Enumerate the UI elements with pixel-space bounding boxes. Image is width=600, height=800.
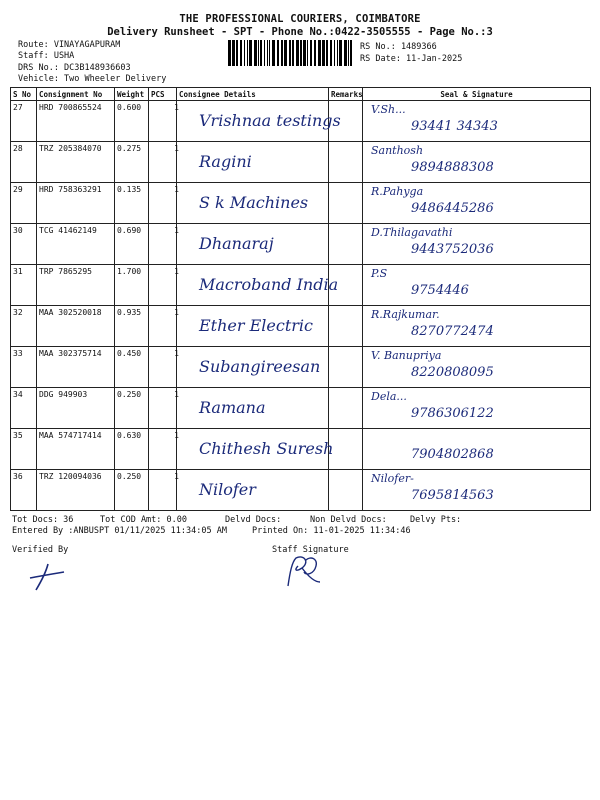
receiver-signature: Nilofer- [371, 472, 414, 485]
cell-seal-signature [363, 306, 591, 347]
cell-pcs: 1 [149, 183, 177, 224]
consignee-handwriting: Nilofer [199, 480, 256, 499]
cell-consignee [177, 306, 329, 347]
runsheet-table [10, 87, 591, 511]
table-row [11, 347, 591, 388]
cell-consignment-no: TCG 41462149 [37, 224, 115, 265]
cell-consignment-no: MAA 574717414 [37, 429, 115, 470]
cell-pcs: 1 [149, 101, 177, 142]
delivery-points: Delvy Pts: [410, 515, 462, 525]
cell-seal-signature [363, 101, 591, 142]
route-label: Route: VINAYAGAPURAM [18, 40, 121, 50]
cell-sno: 27 [11, 101, 37, 142]
receiver-signature: Santhosh [371, 144, 424, 157]
table-row [11, 429, 591, 470]
cell-pcs: 1 [149, 429, 177, 470]
receiver-signature: V.Sh... [371, 103, 406, 116]
col-pcs: PCS [149, 88, 177, 101]
cell-consignee [177, 429, 334, 470]
consignee-handwriting: Vrishnaa testings [199, 111, 341, 130]
consignee-handwriting: Ramana [199, 398, 266, 417]
receiver-phone: 9786306122 [411, 406, 494, 421]
entered-by: Entered By :ANBUSPT 01/11/2025 11:34:05 AM [12, 526, 227, 536]
consignee-handwriting: Macroband India [199, 275, 339, 294]
cell-consignee [177, 470, 329, 511]
cell-remarks [329, 347, 363, 388]
cell-consignee [177, 183, 329, 224]
col-seal-signature: Seal & Signature [363, 88, 591, 101]
cell-pcs: 1 [149, 224, 177, 265]
cell-weight: 0.600 [115, 101, 149, 142]
cell-consignment-no: DDG 949903 [37, 388, 115, 429]
verifier-signature-icon [26, 560, 70, 592]
table-row [11, 306, 591, 347]
receiver-phone: 9486445286 [411, 201, 494, 216]
rs-date: RS Date: 11-Jan-2025 [360, 54, 463, 64]
cell-sno: 28 [11, 142, 37, 183]
cell-consignment-no: HRD 758363291 [37, 183, 115, 224]
consignee-handwriting: Ragini [199, 152, 252, 171]
non-delivered-docs: Non Delvd Docs: [310, 515, 387, 525]
barcode-icon [228, 40, 353, 66]
cell-remarks [329, 265, 363, 306]
table-row [11, 142, 591, 183]
cell-weight: 0.250 [115, 470, 149, 511]
total-cod: Tot COD Amt: 0.00 [100, 515, 187, 525]
receiver-signature: Dela... [371, 390, 407, 403]
cell-sno: 29 [11, 183, 37, 224]
cell-sno: 31 [11, 265, 37, 306]
cell-consignment-no: HRD 700865524 [37, 101, 115, 142]
verified-by-label: Verified By [12, 545, 69, 555]
receiver-phone: 9894888308 [411, 160, 494, 175]
cell-remarks [329, 470, 363, 511]
cell-weight: 0.630 [115, 429, 149, 470]
col-remarks: Remarks [329, 88, 363, 101]
col-weight: Weight [115, 88, 149, 101]
cell-weight: 0.275 [115, 142, 149, 183]
cell-sno: 32 [11, 306, 37, 347]
receiver-phone: 7695814563 [411, 488, 494, 503]
cell-seal-signature [363, 224, 591, 265]
cell-seal-signature [363, 347, 591, 388]
receiver-signature: R.Rajkumar. [371, 308, 440, 321]
cell-seal-signature [363, 265, 591, 306]
consignee-handwriting: Subangireesan [199, 357, 321, 376]
consignee-handwriting: S k Machines [199, 193, 309, 212]
table-row [11, 470, 591, 511]
cell-consignee [177, 142, 329, 183]
table-header-row [11, 88, 591, 101]
cell-remarks [329, 429, 363, 470]
col-sno: S No [11, 88, 37, 101]
cell-pcs: 1 [149, 265, 177, 306]
consignee-handwriting: Chithesh Suresh [199, 439, 334, 458]
total-docs: Tot Docs: 36 [12, 515, 74, 525]
table-row [11, 265, 591, 306]
cell-pcs: 1 [149, 347, 177, 388]
table-row [11, 224, 591, 265]
cell-weight: 1.700 [115, 265, 149, 306]
staff-signature-label: Staff Signature [272, 545, 349, 555]
cell-remarks [329, 142, 363, 183]
cell-pcs: 1 [149, 388, 177, 429]
cell-sno: 30 [11, 224, 37, 265]
receiver-signature: R.Pahyga [371, 185, 424, 198]
cell-consignment-no: TRZ 205384070 [37, 142, 115, 183]
col-consignee: Consignee Details [177, 88, 329, 101]
cell-seal-signature [363, 183, 591, 224]
cell-consignment-no: MAA 302375714 [37, 347, 115, 388]
staff-label: Staff: USHA [18, 51, 75, 61]
cell-consignee [177, 265, 339, 306]
company-name: THE PROFESSIONAL COURIERS, COIMBATORE [179, 13, 421, 25]
cell-sno: 33 [11, 347, 37, 388]
cell-remarks [329, 306, 363, 347]
receiver-phone: 93441 34343 [411, 119, 498, 134]
table-row [11, 101, 591, 142]
staff-signature-icon [280, 552, 326, 588]
receiver-phone: 8220808095 [411, 365, 494, 380]
cell-consignment-no: TRP 7865295 [37, 265, 115, 306]
rs-number: RS No.: 1489366 [360, 42, 437, 52]
cell-remarks [329, 183, 363, 224]
receiver-signature: P.S [371, 267, 388, 280]
cell-sno: 35 [11, 429, 37, 470]
cell-sno: 34 [11, 388, 37, 429]
drs-number: DRS No.: DC3B148936603 [18, 63, 131, 73]
col-consignment: Consignment No [37, 88, 115, 101]
vehicle-label: Vehicle: Two Wheeler Delivery [18, 74, 167, 84]
cell-weight: 0.250 [115, 388, 149, 429]
cell-pcs: 1 [149, 470, 177, 511]
receiver-phone: 8270772474 [411, 324, 494, 339]
receiver-phone: 7904802868 [411, 447, 494, 462]
cell-weight: 0.690 [115, 224, 149, 265]
delivered-docs: Delvd Docs: [225, 515, 282, 525]
cell-consignment-no: TRZ 120094036 [37, 470, 115, 511]
cell-pcs: 1 [149, 142, 177, 183]
cell-seal-signature [363, 470, 591, 511]
cell-pcs: 1 [149, 306, 177, 347]
printed-on: Printed On: 11-01-2025 11:34:46 [252, 526, 411, 536]
cell-remarks [329, 224, 363, 265]
receiver-phone: 9754446 [411, 283, 469, 298]
cell-consignment-no: MAA 302520018 [37, 306, 115, 347]
cell-weight: 0.450 [115, 347, 149, 388]
cell-weight: 0.135 [115, 183, 149, 224]
cell-seal-signature [363, 388, 591, 429]
consignee-handwriting: Ether Electric [199, 316, 313, 335]
cell-remarks [329, 388, 363, 429]
receiver-phone: 9443752036 [411, 242, 494, 257]
cell-weight: 0.935 [115, 306, 149, 347]
cell-sno: 36 [11, 470, 37, 511]
cell-consignee [177, 224, 329, 265]
cell-seal-signature [363, 142, 591, 183]
cell-consignee [177, 388, 329, 429]
runsheet-title: Delivery Runsheet - SPT - Phone No.:0422-3505555 - Page No.:3 [107, 26, 493, 38]
cell-consignee [177, 101, 341, 142]
receiver-signature: V. Banupriya [371, 349, 442, 362]
table-row [11, 183, 591, 224]
cell-consignee [177, 347, 329, 388]
table-row [11, 388, 591, 429]
cell-remarks [329, 101, 363, 142]
cell-seal-signature [363, 429, 591, 470]
consignee-handwriting: Dhanaraj [199, 234, 274, 253]
receiver-signature: D.Thilagavathi [371, 226, 453, 239]
